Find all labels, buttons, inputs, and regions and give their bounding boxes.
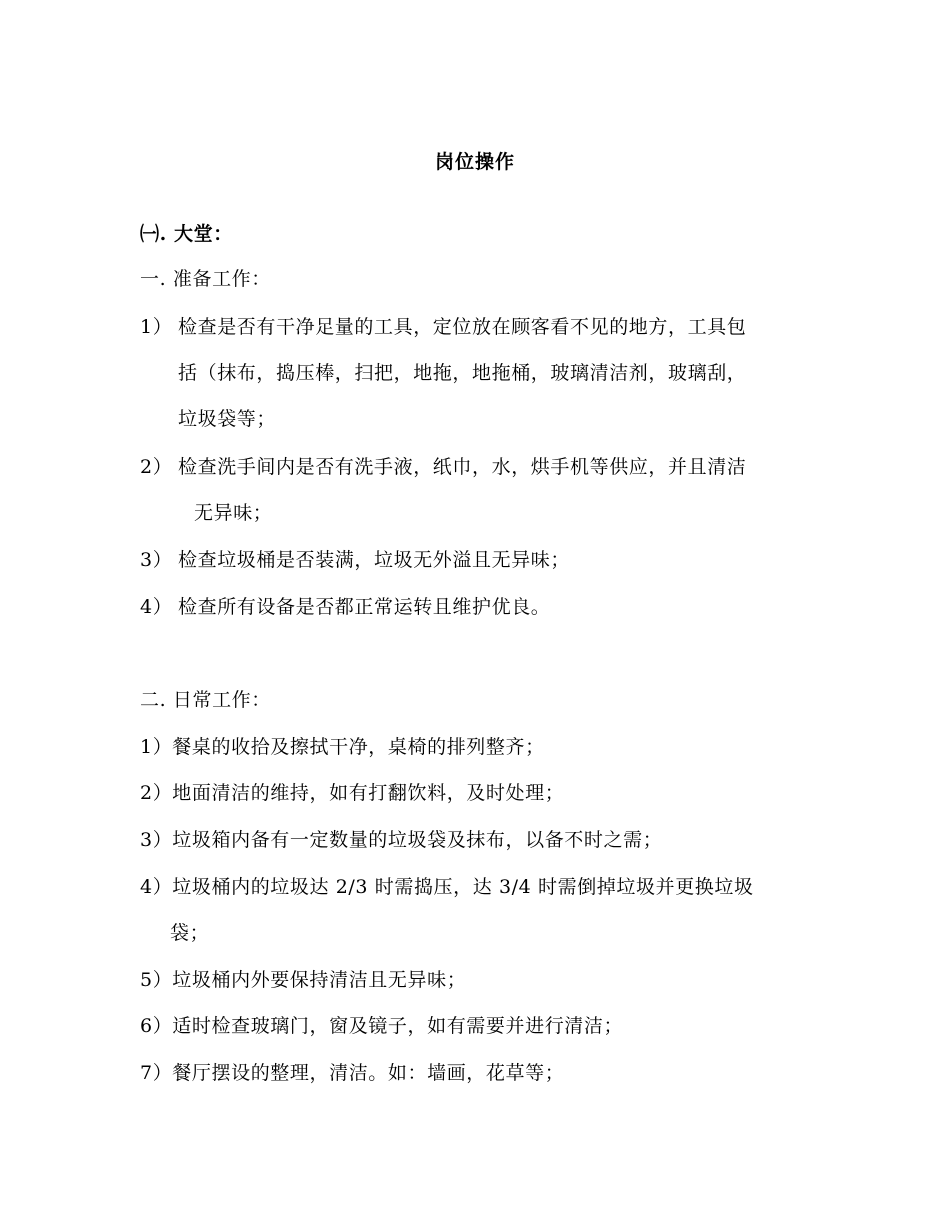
prep-item-2 — [140, 455, 746, 479]
prep-item-2-line-1: 检查洗手间内是否有洗手液，纸巾，水，烘手机等供应，并且清洁 — [178, 456, 747, 478]
page-title: 岗位操作 — [434, 151, 515, 173]
prep-item-4 — [140, 595, 550, 619]
prep-item-4-line-1: 检查所有设备是否都正常运转且维护优良。 — [178, 596, 551, 618]
prep-item-1-line-3: 垃圾袋等； — [178, 408, 277, 430]
daily-item-1: 1）餐桌的收拾及擦拭干净，桌椅的排列整齐； — [140, 736, 545, 758]
prep-item-2-number: 2） — [140, 456, 173, 478]
daily-item-4-line-1: 4）垃圾桶内的垃圾达 2/3 时需捣压，达 3/4 时需倒掉垃圾并更换垃圾 — [140, 876, 754, 898]
prep-item-3-number: 3） — [140, 549, 173, 571]
prep-item-1-number: 1） — [140, 316, 173, 338]
daily-item-5: 5）垃圾桶内外要保持清洁且无异味； — [140, 969, 467, 991]
daily-item-3: 3）垃圾箱内备有一定数量的垃圾袋及抹布，以备不时之需； — [140, 829, 663, 851]
daily-item-7: 7）餐厅摆设的整理，清洁。如：墙画，花草等； — [140, 1062, 565, 1084]
prep-item-3 — [140, 548, 570, 572]
daily-item-2: 2）地面清洁的维持，如有打翻饮料，及时处理； — [140, 782, 565, 804]
daily-item-4-line-2: 袋； — [170, 922, 210, 944]
prep-item-3-line-1: 检查垃圾桶是否装满，垃圾无外溢且无异味； — [178, 549, 571, 571]
prep-item-2-line-2: 无异味； — [194, 502, 273, 524]
prep-item-1 — [140, 315, 746, 339]
prep-item-1-line-2: 括（抹布，捣压棒，扫把，地拖，地拖桶，玻璃清洁剂，玻璃刮， — [178, 362, 747, 384]
section-heading: ㈠. 大堂： — [140, 223, 233, 245]
daily-heading: 二. 日常工作： — [140, 689, 271, 711]
daily-item-6: 6）适时检查玻璃门，窗及镜子，如有需要并进行清洁； — [140, 1015, 624, 1037]
prep-heading: 一. 准备工作： — [140, 268, 271, 290]
prep-item-1-line-1: 检查是否有干净足量的工具，定位放在顾客看不见的地方，工具包 — [178, 316, 747, 338]
prep-item-4-number: 4） — [140, 596, 173, 618]
